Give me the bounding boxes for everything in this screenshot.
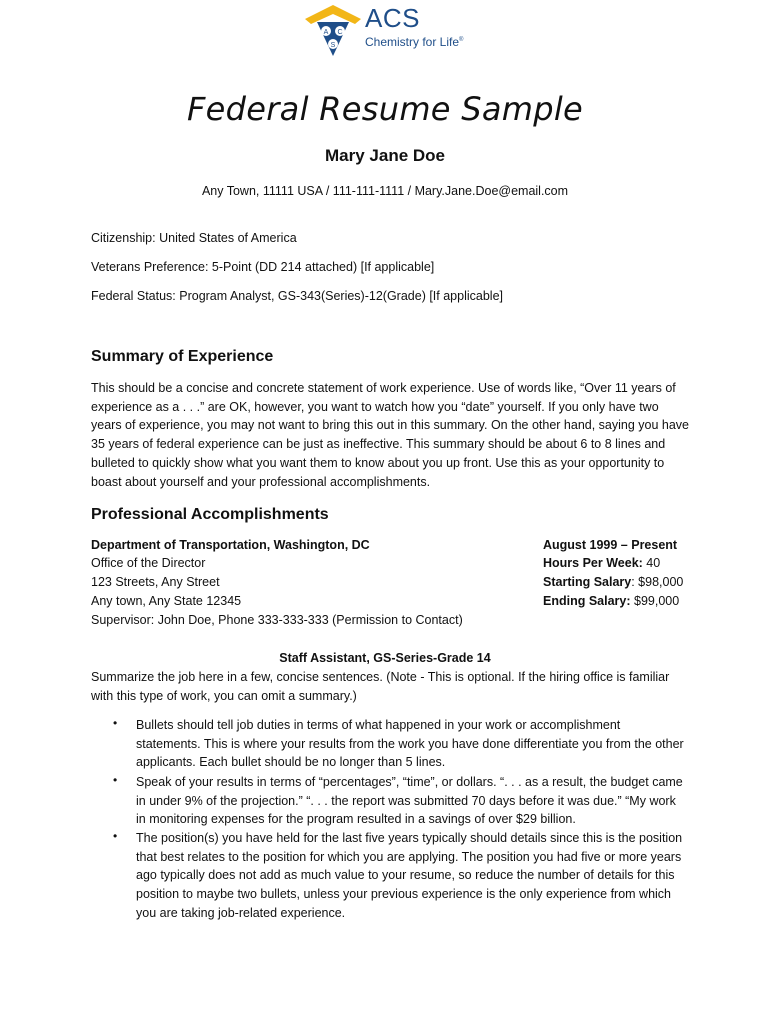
ending-salary [543,594,679,608]
logo-name: ACS [365,3,420,33]
starting-salary-value: : $98,000 [631,575,684,589]
employer-city: Any town, Any State 12345 [91,594,242,608]
logo-seal-letter-c: C [337,29,343,36]
logo-tagline [365,32,463,50]
document-title: Federal Resume Sample [186,90,584,128]
employer-street: 123 Streets, Any Street [91,575,220,589]
logo-trademark: ® [459,37,464,43]
employment-dates: August 1999 – Present [543,538,678,552]
contact-line: Any Town, 11111 USA / 111-111-1111 / Mary.Jane.Doe@email.com [201,184,569,198]
hours-value: 40 [642,556,661,570]
supervisor-line: Supervisor: John Doe, Phone 333-333-333 (Permission to Contact) [91,613,463,627]
starting-salary-label: Starting Salary [543,575,632,589]
logo-seal-letter-s: S [330,42,336,49]
starting-salary [543,575,683,589]
hours-label: Hours Per Week: [543,556,643,570]
veterans-preference-line: Veterans Preference: 5-Point (DD 214 attached) [If applicable] [91,260,435,274]
summary-paragraph: This should be a concise and concrete statement of work experience. Use of words like, “Over 11 years of experience as a . . .” are OK, however, you want to watch how you “date” yourself. If you only have two years of experience, you may not want to bring this out in this summary. On the other hand, saying you have 35 years of federal experience can be just as ineffective. This summary should be about 6 to 8 lines and bulleted to quickly show what you want them to know about you up front. Use this as your opportunity to boast about yourself and your professional accomplishments. [91,381,690,489]
bullet-item: Speak of your results in terms of “percentages”, “time”, or dollars. “. . . as a result, the budget came in under 9% of the projection.” “. . . the report was submitted 70 days before it was due.” “My work in monitoring expenses for the program resulted in a savings of over $29 billion. [136,775,683,827]
employer-name: Department of Transportation, Washington, DC [91,538,370,552]
ending-salary-label: Ending Salary: [543,594,631,608]
employer-office: Office of the Director [91,556,206,570]
position-summary: Summarize the job here in a few, concise sentences. (Note - This is optional. If the hiring office is familiar with this type of work, you can omit a summary.) [91,670,670,703]
citizenship-line: Citizenship: United States of America [91,231,297,245]
ending-salary-value: $99,000 [630,594,680,608]
logo-seal-letter-a: A [323,29,329,36]
logo-text [365,4,463,50]
bullet-icon: • [113,829,118,843]
federal-status-line: Federal Status: Program Analyst, GS-343(Series)-12(Grade) [If applicable] [91,289,503,303]
logo-tagline-text: Chemistry for Life [365,35,460,49]
applicant-name: Mary Jane Doe [325,146,445,165]
summary-heading: Summary of Experience [91,348,274,365]
bullet-item: Bullets should tell job duties in terms of what happened in your work or accomplishment statements. This is where your results from the work you have done differentiate you from the other applicants. Each bullet should be no longer than 5 lines. [136,718,684,770]
logo-wing-shape [305,5,361,24]
position-title: Staff Assistant, GS-Series-Grade 14 [279,651,491,665]
hours-per-week [543,556,660,570]
bullet-icon: • [113,716,118,730]
bullet-icon: • [113,773,118,787]
accomplishments-heading: Professional Accomplishments [91,506,329,523]
bullet-item: The position(s) you have held for the last five years typically should details since this is the position that best relates to the position for which you are applying. The position you had five or more years ago typically does not add as much value to your resume, so reduce the number of details for this position to maybe two bullets, unless your previous experience is the only experience from which you are taking job-related experience. [136,831,683,920]
